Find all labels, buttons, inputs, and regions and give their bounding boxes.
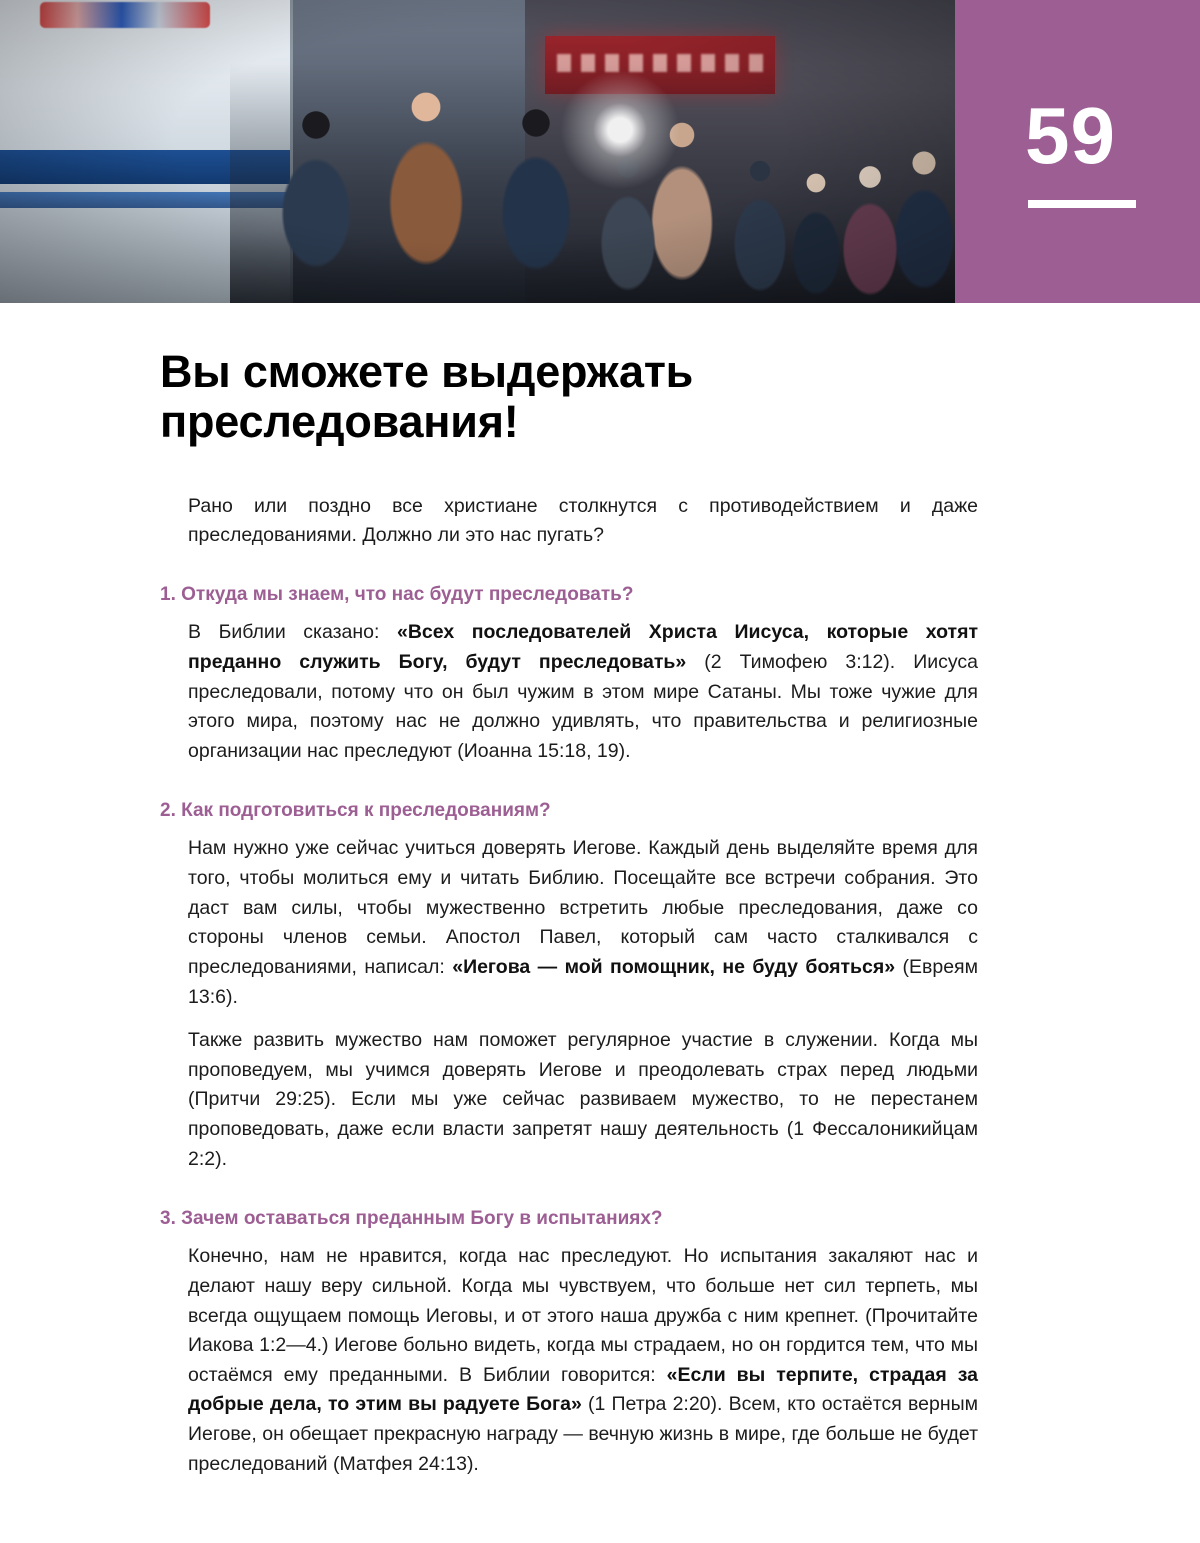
- question-heading-text: Откуда мы знаем, что нас будут преследовать?: [175, 584, 634, 606]
- question-number: 3.: [160, 1208, 176, 1230]
- paragraph-text: (2 Тимофею 3:12). Иисуса преследовали, потому что он был чужим в этом мире Сатаны. Мы тоже чужие для этого мира, поэтому нас не должно удивлять, что правительства и религиозные организации нас преследуют (Иоанна 15:18, 19).: [188, 650, 979, 762]
- question-number: 1.: [160, 584, 176, 606]
- question-heading-text: Как подготовиться к преследованиям?: [175, 800, 551, 822]
- page-number-underline: [1028, 200, 1136, 208]
- article-paragraph: [188, 1026, 978, 1174]
- article-paragraph: [188, 834, 978, 1012]
- question-section: [160, 584, 1140, 766]
- paragraph-text: (1 Петра 2:20). Всем, кто остаётся верным Иегове, он обещает прекрасную награду — вечную жизнь в мире, где больше не будет преследований (Матфея 24:13).: [188, 1393, 979, 1475]
- photo-vignette: [0, 0, 955, 303]
- page-number: 59: [1025, 91, 1116, 180]
- scripture-quote: «Всех последователей Христа Иисуса, которые хотят преданно служить Богу, будут преследовать»: [188, 621, 978, 673]
- question-section: [160, 800, 1140, 1174]
- scripture-quote: «Иегова — мой помощник, не буду бояться»: [452, 955, 896, 978]
- scripture-quote: «Если вы терпите, страдая за добрые дела, то этим вы радуете Бога»: [188, 1363, 978, 1416]
- article-sections: [160, 584, 1140, 1479]
- paragraph-text: Конечно, нам не нравится, когда нас преследуют. Но испытания закаляют нас и делают нашу веру сильной. Когда мы чувствуем, что больше нет сил терпеть, мы всегда ощущаем помощь Иеговы, и от этого наша дружба с ним крепнет. (Прочитайте Иакова 1:2—4.) Иегове больно видеть, когда мы страдаем, но он гордится тем, что мы остаёмся ему преданными. В Библии говорится:: [188, 1245, 978, 1386]
- paragraph-text: Нам нужно уже сейчас учиться доверять Иегове. Каждый день выделяйте время для того, чтобы молиться ему и читать Библию. Посещайте все встречи собрания. Это даст вам силы, чтобы мужественно встретить любые преследования, даже со стороны членов семьи. Апостол Павел, который сам часто сталкивался с преследованиями, написал:: [188, 837, 978, 978]
- question-heading: [160, 584, 1140, 606]
- article-intro: Рано или поздно все христиане столкнутся с противодействием и даже преследованиями. Должно ли это нас пугать?: [188, 494, 978, 547]
- page-header-media: [0, 0, 1200, 303]
- article-body: [0, 303, 1200, 1479]
- paragraph-text: В Библии сказано:: [188, 621, 397, 644]
- article-paragraph: [188, 1242, 978, 1479]
- article-paragraph: [188, 618, 978, 766]
- page-number-block: [955, 0, 1200, 303]
- paragraph-text: (Евреям 13:6).: [188, 955, 979, 1008]
- question-heading: [160, 1208, 1140, 1230]
- page-title: Вы сможете выдержать преследования!: [160, 346, 694, 448]
- question-number: 2.: [160, 800, 176, 822]
- article-photo: [0, 0, 955, 303]
- question-section: [160, 1208, 1140, 1479]
- paragraph-text: Также развить мужество нам поможет регулярное участие в служении. Когда мы проповедуем, мы учимся доверять Иегове и преодолевать страх перед людьми (Притчи 29:25). Если мы уже сейчас развиваем мужество, то не перестанем проповедовать, даже если власти запретят нашу деятельность (1 Фессалоникийцам 2:2).: [188, 1029, 978, 1170]
- question-heading: [160, 800, 1140, 822]
- question-heading-text: Зачем оставаться преданным Богу в испытаниях?: [175, 1208, 663, 1230]
